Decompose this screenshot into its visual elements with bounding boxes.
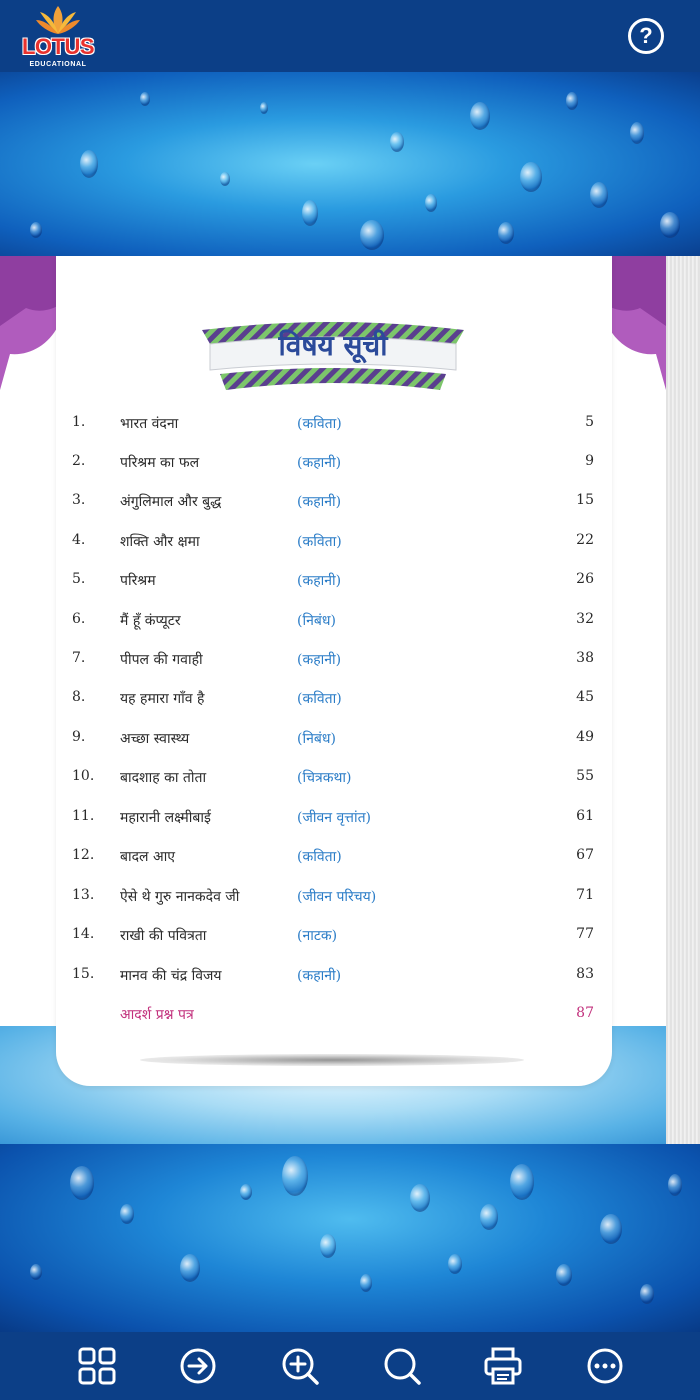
toc-genre: (कविता) bbox=[297, 849, 342, 865]
toc-genre: (निबंध) bbox=[297, 731, 336, 747]
toc-title: मैं हूँ कंप्यूटर bbox=[120, 613, 181, 629]
toc-page: 49 bbox=[576, 729, 594, 745]
toc-number: 8. bbox=[72, 689, 86, 705]
toc-number: 15. bbox=[72, 966, 95, 982]
toc-page: 15 bbox=[576, 492, 594, 508]
toc-title: बादशाह का तोता bbox=[120, 770, 207, 786]
toc-title: आदर्श प्रश्न पत्र bbox=[120, 1007, 194, 1023]
grid-icon[interactable] bbox=[77, 1346, 117, 1386]
toc-genre: (निबंध) bbox=[297, 613, 336, 629]
toc-genre: (नाटक) bbox=[297, 928, 338, 944]
toc-genre: (चित्रकथा) bbox=[297, 770, 352, 786]
toc-number: 6. bbox=[72, 611, 86, 627]
toc-row[interactable] bbox=[0, 532, 666, 562]
toc-number: 9. bbox=[72, 729, 86, 745]
toc-genre: (कहानी) bbox=[297, 494, 342, 510]
toc-genre: (कविता) bbox=[297, 416, 342, 432]
toc-title: अच्छा स्वास्थ्य bbox=[120, 731, 190, 747]
search-icon[interactable] bbox=[382, 1346, 422, 1386]
toc-row[interactable] bbox=[0, 453, 666, 483]
toc-row[interactable] bbox=[0, 768, 666, 798]
zoom-in-icon[interactable] bbox=[280, 1346, 320, 1386]
toc-title: मानव की चंद्र विजय bbox=[120, 968, 222, 984]
toc-number: 5. bbox=[72, 571, 86, 587]
toc-title: ऐसे थे गुरु नानकदेव जी bbox=[120, 889, 240, 905]
toc-genre: (कहानी) bbox=[297, 652, 342, 668]
brand-name: LOTUS bbox=[21, 34, 95, 59]
toc-row-model-paper[interactable] bbox=[0, 1005, 666, 1035]
toc-number: 7. bbox=[72, 650, 86, 666]
toc-page: 22 bbox=[576, 532, 594, 548]
toc-number: 4. bbox=[72, 532, 86, 548]
toc-title: परिश्रम bbox=[120, 573, 156, 589]
toc-page: 77 bbox=[576, 926, 594, 942]
toc-page: 26 bbox=[576, 571, 594, 587]
brand-subtitle: EDUCATIONAL bbox=[29, 61, 87, 68]
toc-title: अंगुलिमाल और बुद्ध bbox=[120, 494, 222, 510]
toc-title: राखी की पवित्रता bbox=[120, 928, 207, 944]
toc-number: 10. bbox=[72, 768, 95, 784]
toc-title: शक्ति और क्षमा bbox=[120, 534, 200, 550]
card-shadow bbox=[140, 1054, 524, 1066]
toc-row[interactable] bbox=[0, 887, 666, 917]
lotus-flower-icon bbox=[34, 4, 82, 38]
toc-row[interactable] bbox=[0, 689, 666, 719]
contents-title: विषय सूची bbox=[278, 329, 388, 362]
toc-page: 71 bbox=[576, 887, 594, 903]
toc-number: 2. bbox=[72, 453, 86, 469]
goto-page-icon[interactable] bbox=[178, 1346, 218, 1386]
toc-genre: (कहानी) bbox=[297, 573, 342, 589]
book-page[interactable] bbox=[0, 256, 666, 1144]
lotus-logo bbox=[18, 4, 98, 70]
toc-page: 87 bbox=[576, 1005, 594, 1021]
toc-number: 1. bbox=[72, 414, 86, 430]
toc-genre: (कविता) bbox=[297, 691, 342, 707]
toc-row[interactable] bbox=[0, 571, 666, 601]
page-stack-edge bbox=[664, 256, 700, 1144]
toc-title: परिश्रम का फल bbox=[120, 455, 200, 471]
toc-title: महारानी लक्ष्मीबाई bbox=[120, 810, 211, 826]
toc-row[interactable] bbox=[0, 611, 666, 641]
toc-page: 61 bbox=[576, 808, 594, 824]
toc-page: 45 bbox=[576, 689, 594, 705]
toc-genre: (कहानी) bbox=[297, 455, 342, 471]
toc-row[interactable] bbox=[0, 926, 666, 956]
toc-page: 32 bbox=[576, 611, 594, 627]
toc-page: 38 bbox=[576, 650, 594, 666]
toc-number: 11. bbox=[72, 808, 95, 824]
toc-title: भारत वंदना bbox=[120, 416, 179, 432]
print-icon[interactable] bbox=[483, 1346, 523, 1386]
toc-title: बादल आए bbox=[120, 849, 176, 865]
toc-number: 14. bbox=[72, 926, 95, 942]
toc-row[interactable] bbox=[0, 414, 666, 444]
toc-genre: (कविता) bbox=[297, 534, 342, 550]
toc-genre: (जीवन वृत्तांत) bbox=[297, 810, 372, 826]
toc-title: यह हमारा गाँव है bbox=[120, 691, 205, 707]
more-icon[interactable] bbox=[585, 1346, 625, 1386]
toc-row[interactable] bbox=[0, 847, 666, 877]
toc-page: 83 bbox=[576, 966, 594, 982]
toc-genre: (जीवन परिचय) bbox=[297, 889, 377, 905]
toc-page: 5 bbox=[585, 414, 594, 430]
toc-number: 12. bbox=[72, 847, 95, 863]
toc-genre: (कहानी) bbox=[297, 968, 342, 984]
toc-row[interactable] bbox=[0, 966, 666, 996]
toc-number: 3. bbox=[72, 492, 86, 508]
toc-row[interactable] bbox=[0, 729, 666, 759]
toc-page: 9 bbox=[585, 453, 594, 469]
toc-page: 67 bbox=[576, 847, 594, 863]
bottom-toolbar bbox=[0, 1332, 700, 1400]
background-water-bottom bbox=[0, 1144, 700, 1332]
background-water-top bbox=[0, 72, 700, 256]
toc-row[interactable] bbox=[0, 650, 666, 680]
help-button[interactable]: ? bbox=[628, 18, 664, 54]
toc-page: 55 bbox=[576, 768, 594, 784]
toc-number: 13. bbox=[72, 887, 95, 903]
toc-row[interactable] bbox=[0, 492, 666, 522]
toc-title: पीपल की गवाही bbox=[120, 652, 203, 668]
toc-row[interactable] bbox=[0, 808, 666, 838]
top-bar bbox=[0, 0, 700, 72]
